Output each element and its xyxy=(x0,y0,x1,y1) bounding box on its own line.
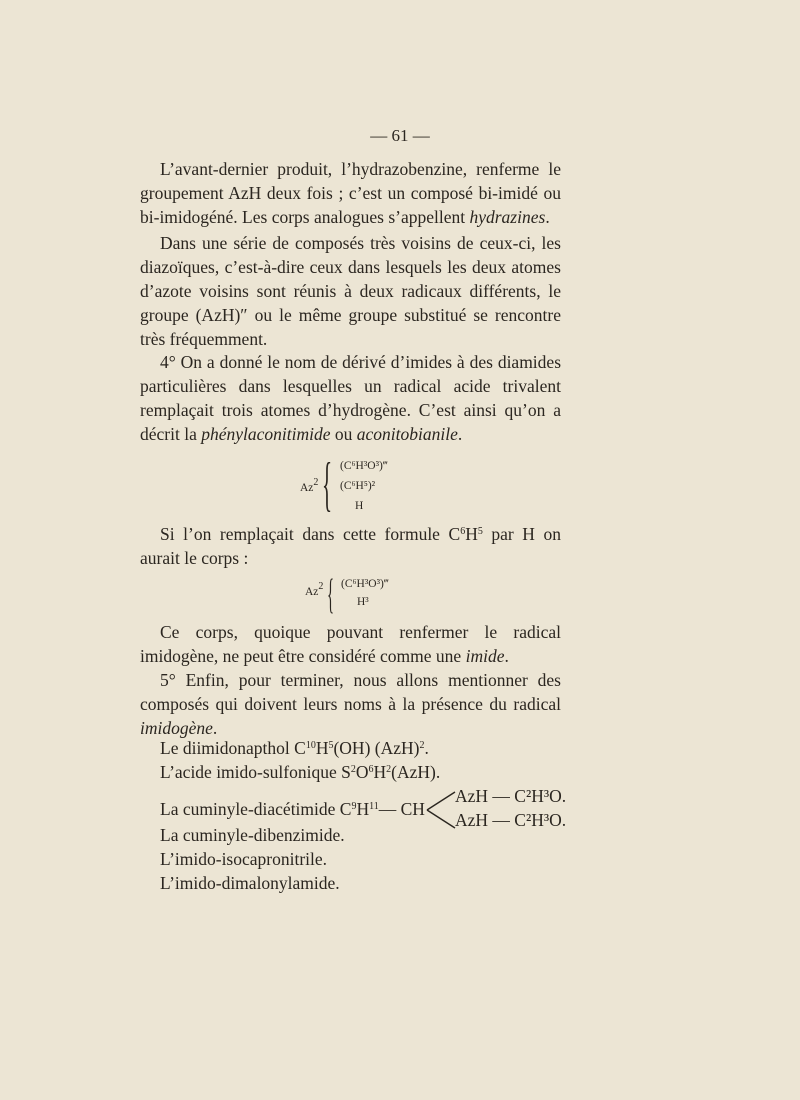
compound-5: L’imido-isocapronitrile. xyxy=(160,849,328,869)
brace-icon: { xyxy=(327,572,335,618)
formula-az: Az$^2$ xyxy=(300,477,319,494)
compound-1: Le diimidonapthol $C^{10}H^5(OH)$ (AzH)$^2$. xyxy=(160,738,429,758)
formula-line: H xyxy=(355,500,364,512)
bond-fork-icon xyxy=(425,790,457,830)
compound-4: La cuminyle-dibenzimide. xyxy=(160,825,345,845)
formula-line: H³ xyxy=(357,596,369,608)
paragraph-1: L’avant-dernier produit, l’hydrazobenzine, renferme le groupement AzH deux fois ; c’est un composé bi-imidé ou bi-imidogéné. Les corps analogues s’appellent hydrazines. xyxy=(140,159,561,227)
branch-upper: AzH — C²H³O. xyxy=(455,786,567,806)
paragraph-2: Dans une série de composés très voisins de ceux-ci, les diazoïques, c’est-à-dire ceux dans lesquels les deux atomes d’azote voisins sont réunis à deux radicaux différents, le groupe (AzH)″ ou le même groupe substitué se rencontre très fréquemment. xyxy=(140,233,561,349)
paragraph-6: 5° Enfin, pour terminer, nous allons mentionner des composés qui doivent leurs noms à la présence du radical imidogène. xyxy=(140,670,561,738)
compound-6: L’imido-dimalonylamide. xyxy=(160,873,340,893)
branch-lower: AzH — C²H³O. xyxy=(455,810,567,830)
paragraph-4: Si l’on remplaçait dans cette formule $C^6H^5$ par H on aurait le corps : xyxy=(140,524,561,568)
formula-az: Az$^2$ xyxy=(305,581,324,598)
compound-2: L’acide imido-sulfonique $S^2O^6H^2(AzH)$. xyxy=(160,762,441,782)
page-number: — 61 — xyxy=(370,126,430,145)
brace-icon: { xyxy=(322,451,333,517)
compound-3: La cuminyle-diacétimide $C^9H^{11}—$ CH xyxy=(160,799,425,819)
formula-line: (C⁶H⁵)² xyxy=(340,480,376,492)
formula-line: (C⁶H³O³)‴ xyxy=(341,578,389,590)
paragraph-5: Ce corps, quoique pouvant renfermer le radical imidogène, ne peut être considéré comme une imide. xyxy=(140,622,561,666)
paragraph-3: 4° On a donné le nom de dérivé d’imides à des diamides particulières dans lesquelles un radical acide trivalent remplaçait trois atomes d’hydrogène. C’est ainsi qu’on a décrit la phénylaconitimide ou aconitobianile. xyxy=(140,352,561,444)
formula-line: (C⁶H³O³)‴ xyxy=(340,460,388,472)
